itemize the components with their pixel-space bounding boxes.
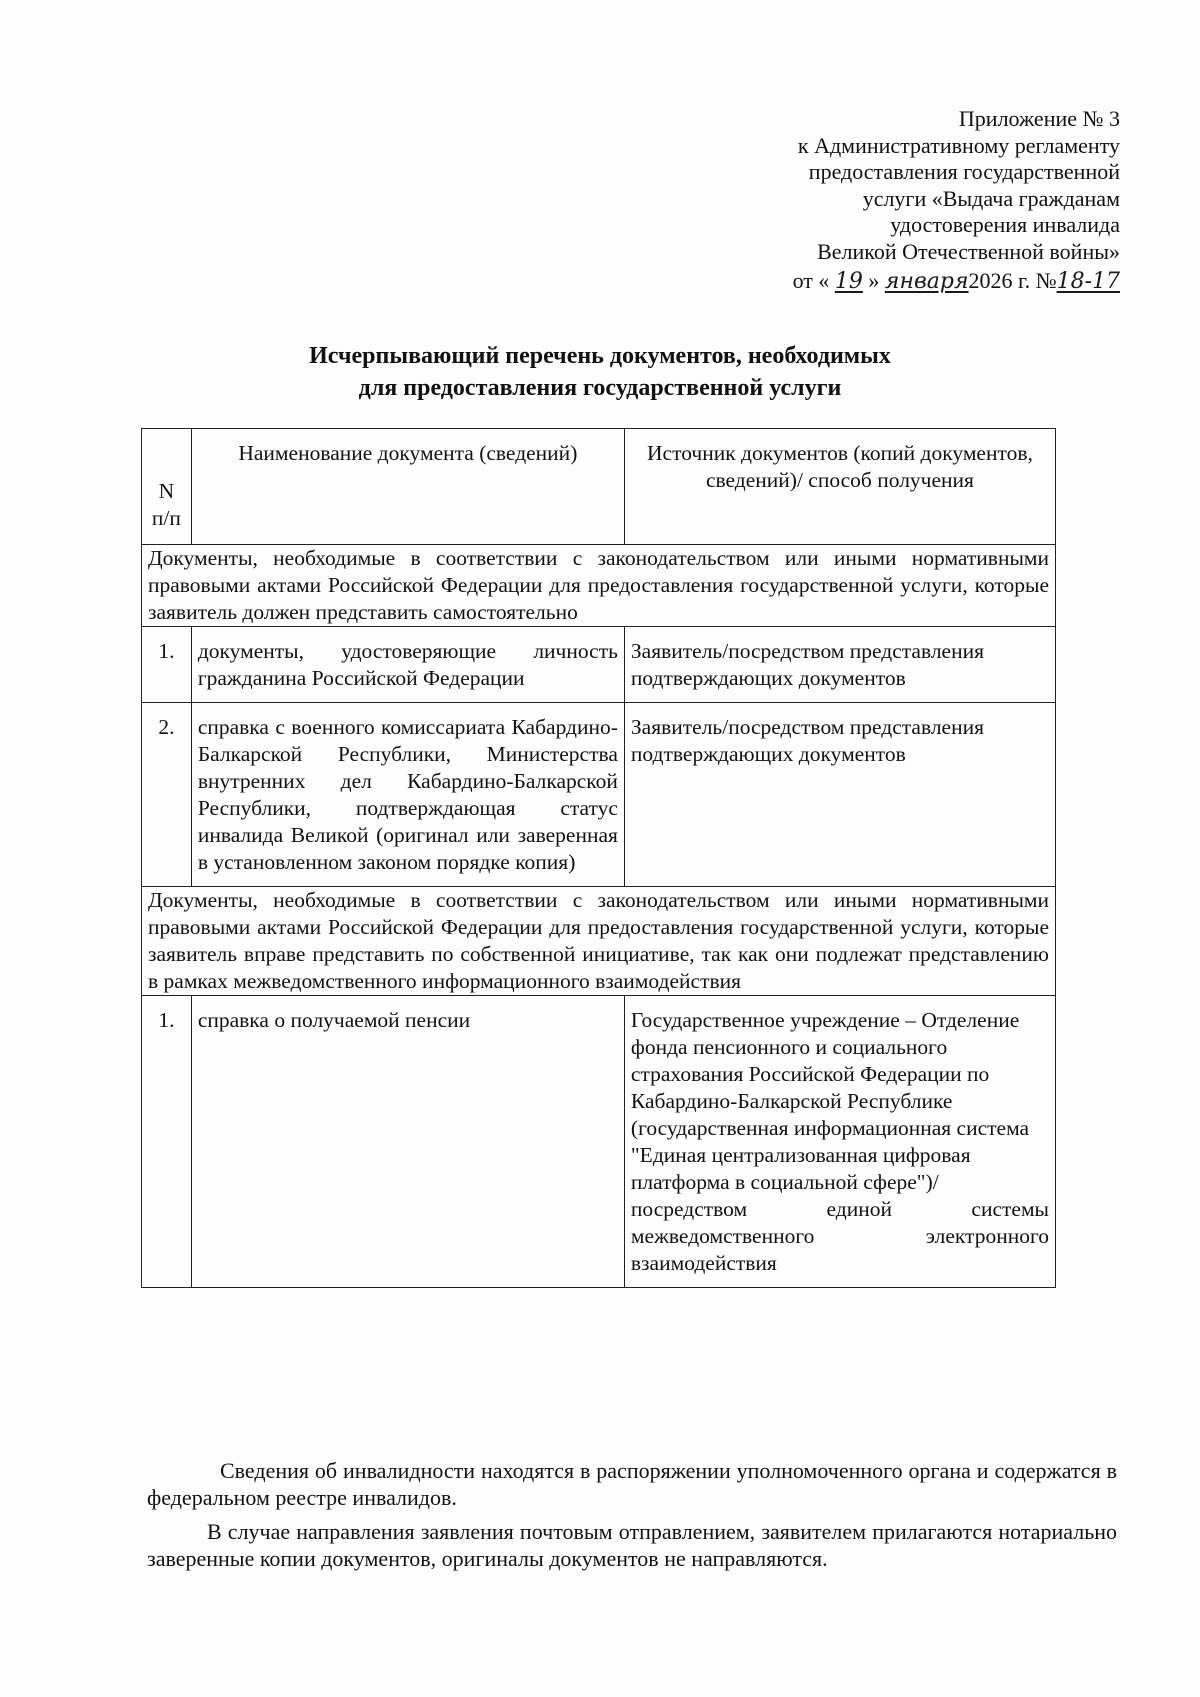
row-number: 1.: [142, 996, 192, 1288]
header-number: N п/п: [142, 429, 192, 545]
table-row: [142, 703, 1056, 887]
table-header-row: [142, 429, 1056, 545]
appendix-line: Приложение № 3: [958, 106, 1120, 131]
appendix-block: [640, 106, 1120, 296]
footer-paragraph-1: Сведения об инвалидности находятся в распоряжении уполномоченного органа и содержатся в федеральном реестре инвалидов.: [147, 1458, 1117, 1510]
table-row: [142, 627, 1056, 703]
documents-table: [141, 428, 1056, 1288]
handwritten-number: 18-17: [1056, 269, 1120, 294]
title-line-1: Исчерпывающий перечень документов, необходимых: [309, 343, 891, 369]
row-source: Заявитель/посредством представления подтверждающих документов: [624, 627, 1055, 703]
handwritten-day: 19: [834, 269, 863, 294]
row-document-name: справка с военного комиссариата Кабардино-Балкарской Республики, Министерства внутренних дел Кабардино-Балкарской Республики, подтверждающая статус инвалида Великой (оригинал или заверенная в установленном законом порядке копия): [191, 703, 624, 887]
row-number: 2.: [142, 703, 192, 887]
appendix-line: Великой Отечественной войны»: [817, 238, 1120, 264]
appendix-line: удостоверения инвалида: [890, 212, 1120, 237]
section-row: [142, 545, 1056, 627]
date-close-quote: »: [868, 268, 880, 293]
document-title: [140, 340, 1060, 404]
date-open-quote: «: [818, 268, 830, 293]
appendix-line: к Административному регламенту: [797, 132, 1120, 158]
date-line: [640, 268, 1120, 296]
header-document-name: Наименование документа (сведений): [191, 429, 624, 545]
row-document-name: справка о получаемой пенсии: [191, 996, 624, 1288]
date-year: 2026 г.: [968, 268, 1031, 293]
row-source: Заявитель/посредством представления подтверждающих документов: [624, 703, 1055, 887]
title-line-2: для предоставления государственной услуги: [358, 375, 842, 401]
row-number: 1.: [142, 627, 192, 703]
date-prefix: от: [792, 268, 813, 293]
section-2-heading: Документы, необходимые в соответствии с законодательством или иными нормативными правовыми актами Российской Федерации для предоставления государственной услуги, которые заявитель вправе представить по собственной инициативе, так как они подлежат представлению в рамках межведомственного информационного взаимодействия: [142, 887, 1056, 996]
section-1-heading: Документы, необходимые в соответствии с законодательством или иными нормативными правовыми актами Российской Федерации для предоставления государственной услуги, которые заявитель должен представить самостоятельно: [142, 545, 1056, 627]
appendix-line: услуги «Выдача гражданам: [862, 185, 1120, 211]
row-source-method: посредством единой системы межведомственного электронного взаимодействия: [630, 1197, 1049, 1275]
appendix-line: предоставления государственной: [808, 159, 1120, 184]
row-source-cell: [624, 996, 1055, 1288]
row-document-name: документы, удостоверяющие личность гражданина Российской Федерации: [191, 627, 624, 703]
footer-paragraph-2: В случае направления заявления почтовым отправлением, заявителем прилагаются нотариально заверенные копии документов, оригиналы документов не направляются.: [147, 1519, 1117, 1571]
number-label: №: [1035, 268, 1057, 293]
row-source: Государственное учреждение – Отделение фонда пенсионного и социального страхования Российской Федерации по Кабардино-Балкарской Республике (государственная информационная система "Единая централизованная цифровая платформа в социальной сфере")/: [630, 1008, 1030, 1194]
table-row: [142, 996, 1056, 1288]
header-source: Источник документов (копий документов, сведений)/ способ получения: [624, 429, 1055, 545]
handwritten-month: января: [884, 269, 969, 294]
section-row: [142, 887, 1056, 996]
